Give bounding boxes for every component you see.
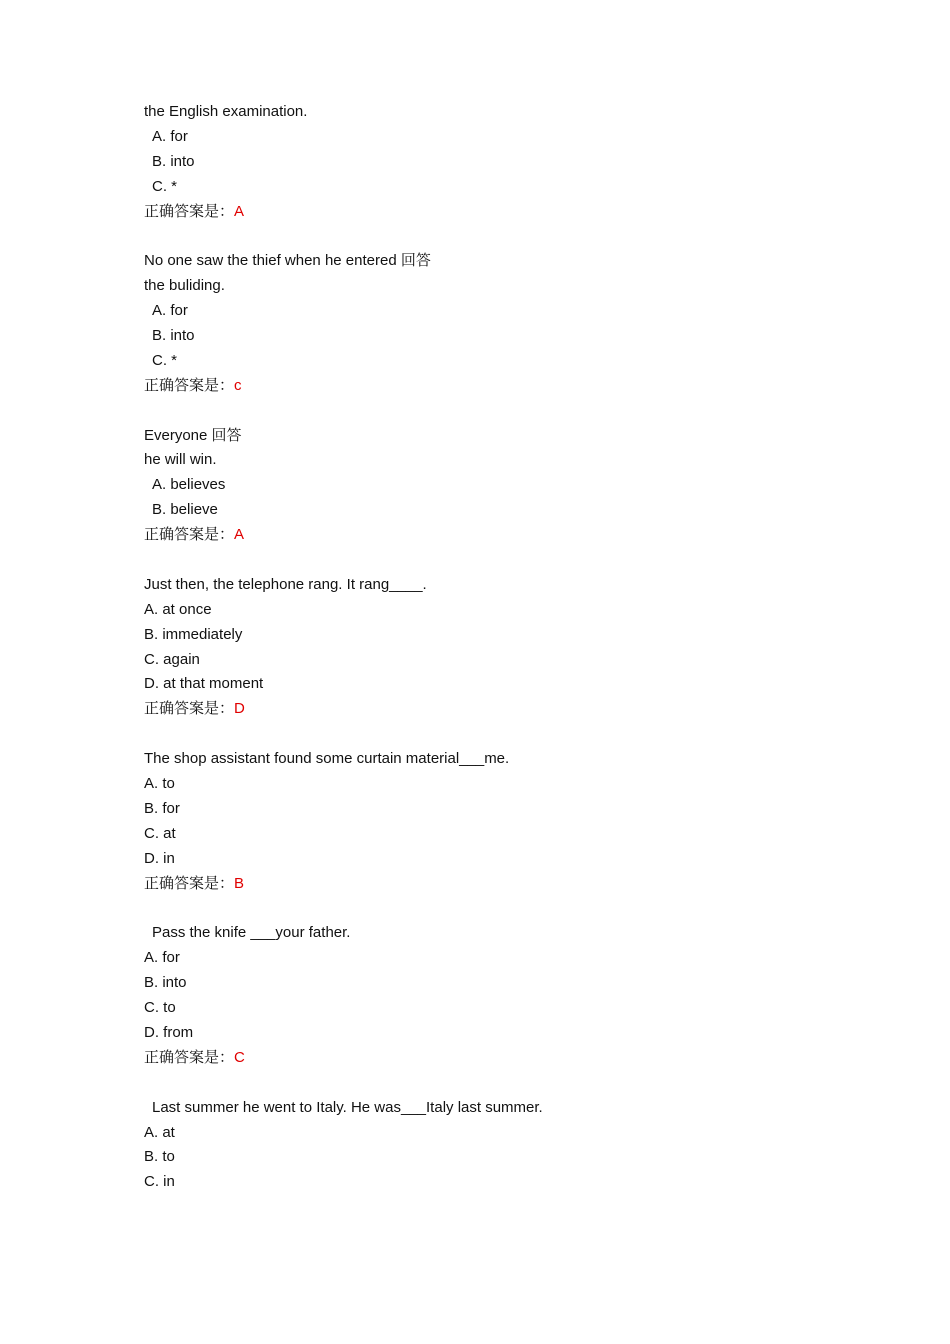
correct-answer-label: 正确答案是： [144,202,235,220]
answer-option: D. at that moment [144,675,264,693]
answer-option: C. in [144,1173,175,1191]
question-block [144,100,844,224]
answer-option: B. to [144,1148,175,1166]
question-text: the buliding. [144,277,225,295]
question-text: Just then, the telephone rang. It rang____. [144,575,427,593]
question-text: he will win. [144,451,217,469]
answer-option: C. * [152,351,178,369]
answer-option: A. to [144,775,175,793]
answer-option: B. immediately [144,625,243,643]
correct-answer-label: 正确答案是： [144,1048,235,1066]
question-text: Last summer he went to Italy. He was___Italy last summer. [152,1098,543,1116]
answer-option: D. from [144,1023,194,1041]
answer-option: D. in [144,849,175,867]
answer-option: B. believe [152,501,218,519]
correct-answer-line [144,697,844,722]
correct-answer-line [144,1046,844,1071]
correct-answer-label: 正确答案是： [144,376,235,394]
answer-option: C. * [152,177,178,195]
question-block [144,573,844,722]
correct-answer-value: A [234,202,245,220]
question-text: The shop assistant found some curtain material___me. [144,750,510,768]
answer-option: A. believes [152,476,226,494]
correct-answer-value: c [234,376,242,394]
correct-answer-line [144,523,844,548]
answer-option: C. to [144,999,176,1017]
question-text: No one saw the thief when he entered 回答 [144,252,431,270]
answer-option: C. again [144,650,200,668]
correct-answer-label: 正确答案是： [144,526,235,544]
correct-answer-value: A [234,526,245,544]
question-block [144,747,844,896]
answer-option: A. at once [144,600,212,618]
correct-answer-line [144,374,844,399]
question-text: the English examination. [144,103,308,120]
question-list [144,100,844,1220]
question-block [144,1096,844,1196]
correct-answer-line [144,200,844,225]
correct-answer-label: 正确答案是： [144,874,235,892]
question-block [144,424,844,548]
correct-answer-label: 正确答案是： [144,700,235,718]
answer-option: B. into [152,327,195,345]
answer-option: A. for [152,302,188,320]
answer-option: B. for [144,799,180,817]
correct-answer-line [144,872,844,897]
correct-answer-value: C [234,1048,245,1066]
answer-option: A. for [152,127,188,145]
answer-option: A. at [144,1123,175,1141]
question-block [144,249,844,398]
answer-option: A. for [144,949,180,967]
answer-option: B. into [144,974,187,992]
answer-option: C. at [144,824,176,842]
correct-answer-value: B [234,874,245,892]
correct-answer-value: D [234,700,245,718]
question-block [144,921,844,1070]
question-text: Pass the knife ___your father. [152,924,351,942]
question-text: Everyone 回答 [144,426,242,444]
answer-option: B. into [152,152,195,170]
